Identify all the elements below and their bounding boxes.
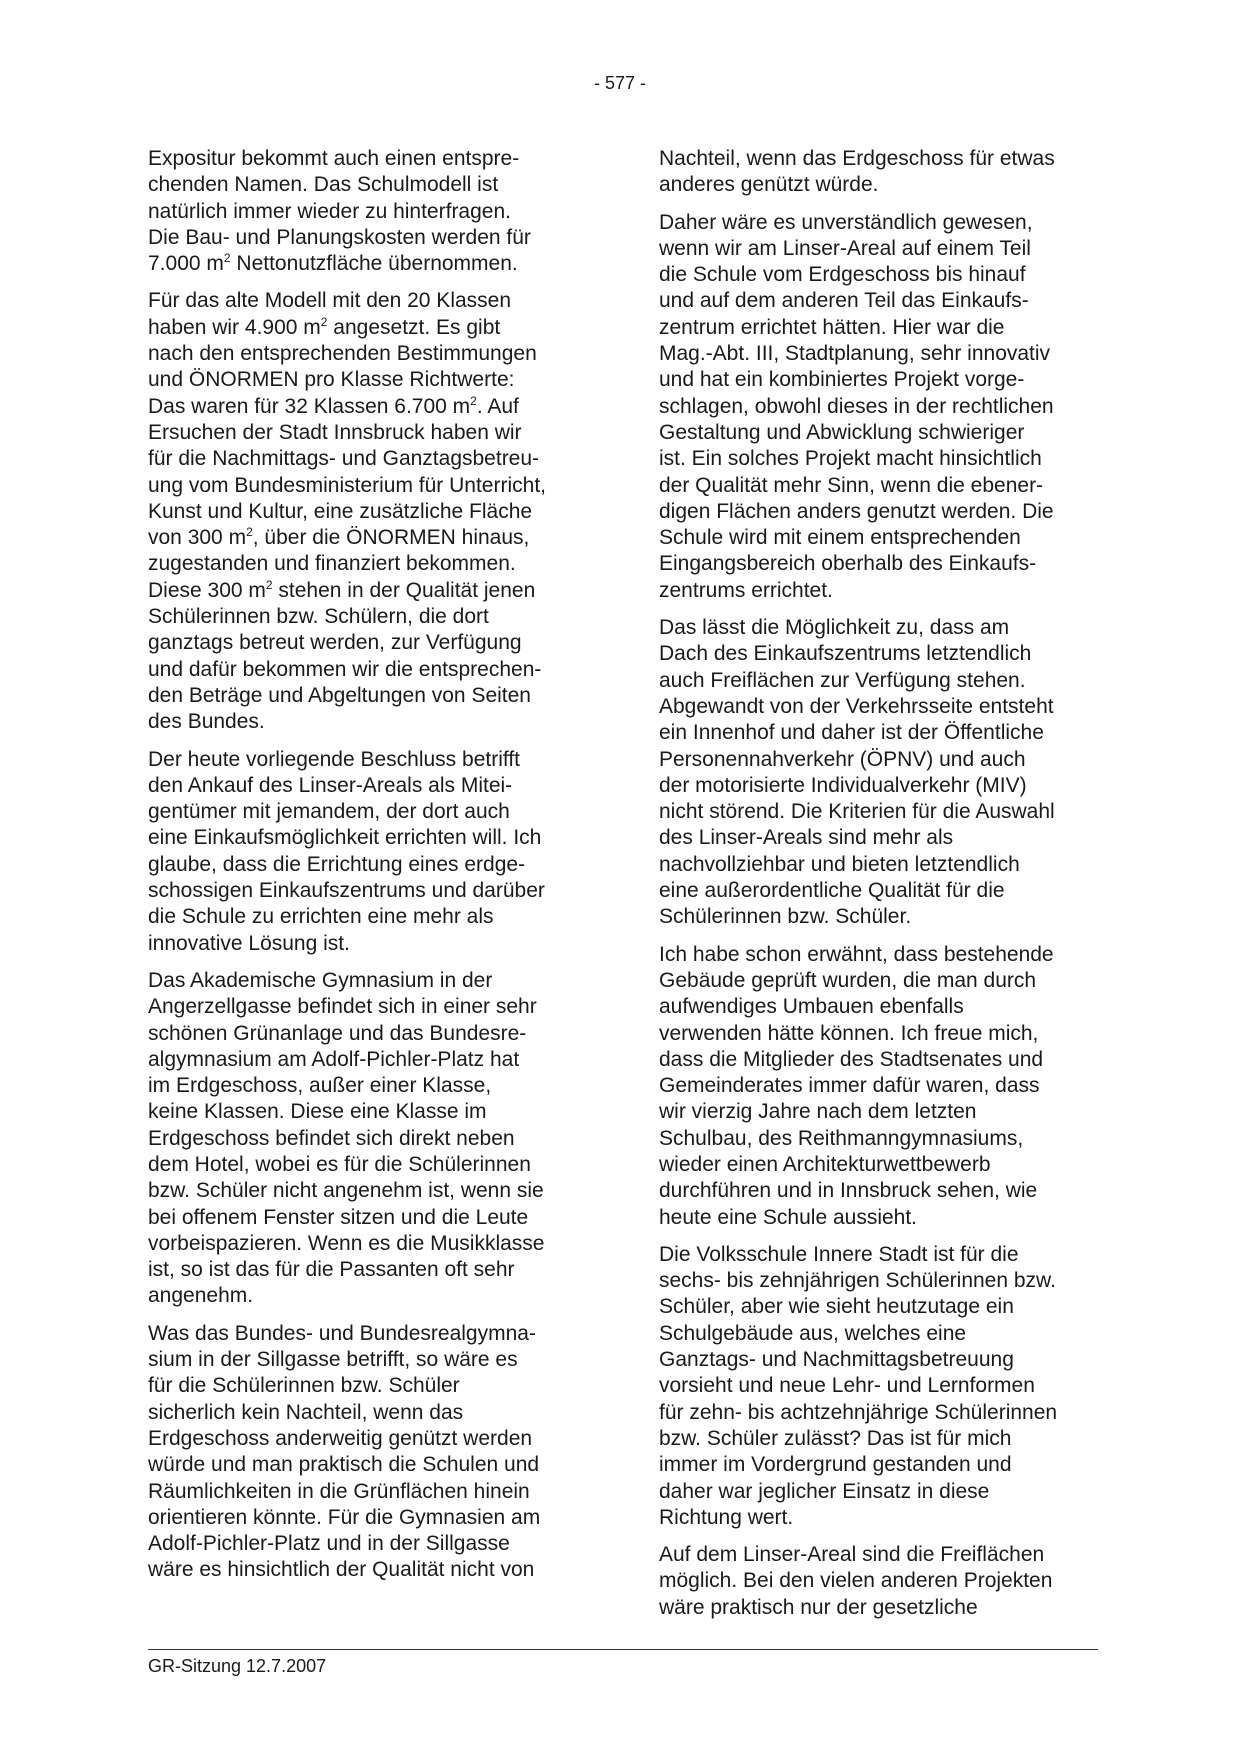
- text-run: den Ankauf des Linser-Areals als Mitei-: [148, 773, 513, 797]
- text-run: der motorisierte Individualverkehr (MIV): [659, 773, 1027, 797]
- text-run: Räumlichkeiten in die Grünflächen hinein: [148, 1479, 530, 1503]
- left-column: [148, 146, 598, 1595]
- text-line: [659, 288, 1104, 314]
- text-run: stehen in der Qualität jenen: [272, 578, 536, 602]
- text-line: [659, 1205, 1104, 1231]
- text-line: [148, 420, 598, 446]
- text-line: [659, 578, 1104, 604]
- text-line: [148, 1073, 598, 1099]
- text-line: [148, 825, 598, 851]
- text-run: anderes genützt würde.: [659, 173, 879, 197]
- text-line: [148, 904, 598, 930]
- text-run: Die Volksschule Innere Stadt ist für die: [659, 1242, 1019, 1266]
- text-run: Ganztags- und Nachmittagsbetreuung: [659, 1348, 1014, 1372]
- text-run: von 300 m: [148, 526, 247, 550]
- text-run: Eingangsbereich oberhalb des Einkaufs-: [659, 552, 1037, 576]
- text-run: Ich habe schon erwähnt, dass bestehende: [659, 942, 1054, 966]
- text-run: wir vierzig Jahre nach dem letzten: [659, 1100, 977, 1124]
- text-line: [148, 1479, 598, 1505]
- text-line: [148, 799, 598, 825]
- text-run: Erdgeschoss anderweitig genützt werden: [148, 1426, 533, 1450]
- superscript: 2: [320, 314, 328, 329]
- text-line: [148, 1047, 598, 1073]
- text-run: Personennahverkehr (ÖPNV) und auch: [659, 747, 1026, 771]
- text-line: [659, 1400, 1104, 1426]
- text-run: im Erdgeschoss, außer einer Klasse,: [148, 1074, 492, 1098]
- text-line: [659, 262, 1104, 288]
- text-line: [148, 1452, 598, 1478]
- text-line: [659, 146, 1104, 172]
- paragraph: [148, 146, 598, 277]
- text-line: [148, 1283, 598, 1309]
- text-run: für zehn- bis achtzehnjährige Schülerinnen: [659, 1400, 1058, 1424]
- text-line: [659, 747, 1104, 773]
- text-run: zentrum errichtet hätten. Hier war die: [659, 315, 1005, 339]
- text-line: [148, 1373, 598, 1399]
- text-line: [148, 1231, 598, 1257]
- text-run: . Auf: [476, 394, 519, 418]
- text-run: Für das alte Modell mit den 20 Klassen: [148, 289, 512, 313]
- text-run: ein Innenhof und daher ist der Öffentliche: [659, 721, 1044, 745]
- text-run: sechs- bis zehnjährigen Schülerinnen bzw.: [659, 1269, 1056, 1293]
- text-run: die Schule vom Erdgeschoss bis hinauf: [659, 263, 1026, 287]
- text-run: Diese 300 m: [148, 578, 266, 602]
- text-run: Kunst und Kultur, eine zusätzliche Fläche: [148, 499, 533, 523]
- text-line: [148, 525, 598, 551]
- paragraph: [148, 968, 598, 1310]
- paragraph: [148, 747, 598, 957]
- superscript: 2: [246, 525, 253, 540]
- text-run: den Beträge und Abgeltungen von Seiten: [148, 683, 531, 707]
- text-line: [148, 499, 598, 525]
- text-line: [148, 1126, 598, 1152]
- text-line: [659, 720, 1104, 746]
- text-run: bei offenem Fenster sitzen und die Leute: [148, 1205, 529, 1229]
- text-run: Was das Bundes- und Bundesrealgymna-: [148, 1321, 536, 1345]
- text-run: nicht störend. Die Kriterien für die Auswahl: [659, 800, 1055, 824]
- text-run: Gestaltung und Abwicklung schwieriger: [659, 420, 1025, 444]
- text-line: [148, 1347, 598, 1373]
- text-run: algymnasium am Adolf-Pichler-Platz hat: [148, 1047, 520, 1071]
- text-run: der Qualität mehr Sinn, wenn die ebener-: [659, 473, 1044, 497]
- text-line: [659, 1073, 1104, 1099]
- text-line: [659, 1505, 1104, 1531]
- text-line: [659, 994, 1104, 1020]
- text-line: [659, 942, 1104, 968]
- text-run: eine Einkaufsmöglichkeit errichten will. Ich: [148, 826, 542, 850]
- text-line: [659, 799, 1104, 825]
- text-run: digen Flächen anders genutzt werden. Die: [659, 499, 1054, 523]
- text-run: und auf dem anderen Teil das Einkaufs-: [659, 289, 1029, 313]
- text-line: [148, 578, 598, 604]
- text-line: [659, 1452, 1104, 1478]
- text-line: [148, 747, 598, 773]
- text-line: [659, 1047, 1104, 1073]
- text-run: immer im Vordergrund gestanden und: [659, 1453, 1012, 1477]
- superscript: 2: [265, 577, 273, 592]
- text-run: auch Freiflächen zur Verfügung stehen.: [659, 668, 1026, 692]
- text-run: für die Schülerinnen bzw. Schüler: [148, 1374, 460, 1398]
- text-run: Dach des Einkaufszentrums letztendlich: [659, 642, 1032, 666]
- paragraph: [659, 615, 1104, 931]
- text-run: und dafür bekommen wir die entsprechen-: [148, 657, 542, 681]
- paragraph: [659, 146, 1104, 199]
- text-run: Auf dem Linser-Areal sind die Freiflächen: [659, 1543, 1045, 1567]
- paragraph: [148, 288, 598, 735]
- text-line: [659, 1268, 1104, 1294]
- text-run: des Bundes.: [148, 710, 265, 734]
- text-line: [148, 1505, 598, 1531]
- text-line: [659, 1542, 1104, 1568]
- paragraph: [659, 1542, 1104, 1621]
- text-line: [659, 641, 1104, 667]
- text-line: [659, 1294, 1104, 1320]
- text-line: [148, 1099, 598, 1125]
- text-line: [148, 878, 598, 904]
- text-line: [659, 236, 1104, 262]
- text-line: [659, 446, 1104, 472]
- text-line: [148, 446, 598, 472]
- text-line: [659, 878, 1104, 904]
- text-run: vorsieht und neue Lehr- und Lernformen: [659, 1374, 1035, 1398]
- text-line: [659, 968, 1104, 994]
- text-line: [659, 904, 1104, 930]
- text-run: heute eine Schule aussieht.: [659, 1205, 918, 1229]
- text-line: [659, 1021, 1104, 1047]
- text-run: schossigen Einkaufszentrums und darüber: [148, 879, 545, 903]
- text-run: ung vom Bundesministerium für Unterricht,: [148, 473, 546, 497]
- text-run: dem Hotel, wobei es für die Schülerinnen: [148, 1152, 531, 1176]
- text-run: Die Bau- und Planungskosten werden für: [148, 225, 531, 249]
- footer-divider: [148, 1649, 1098, 1650]
- text-line: [148, 1152, 598, 1178]
- text-line: [148, 1321, 598, 1347]
- text-run: die Schule zu errichten eine mehr als: [148, 905, 494, 929]
- text-line: [148, 1426, 598, 1452]
- text-run: Schülerinnen bzw. Schülern, die dort: [148, 605, 489, 629]
- text-line: [148, 1400, 598, 1426]
- text-line: [148, 551, 598, 577]
- text-run: Richtung wert.: [659, 1505, 794, 1529]
- text-run: schlagen, obwohl dieses in der rechtlichen: [659, 394, 1054, 418]
- text-run: des Linser-Areals sind mehr als: [659, 826, 954, 850]
- page-number: - 577 -: [593, 73, 647, 93]
- text-run: Das lässt die Möglichkeit zu, dass am: [659, 616, 1010, 640]
- text-run: gentümer mit jemandem, der dort auch: [148, 800, 510, 824]
- text-line: [148, 1021, 598, 1047]
- text-line: [148, 1557, 598, 1583]
- text-line: [659, 473, 1104, 499]
- text-run: zugestanden und finanziert bekommen.: [148, 552, 516, 576]
- text-run: glaube, dass die Errichtung eines erdge-: [148, 852, 526, 876]
- text-line: [659, 499, 1104, 525]
- text-run: keine Klassen. Diese eine Klasse im: [148, 1100, 487, 1124]
- text-line: [659, 1178, 1104, 1204]
- text-line: [659, 1426, 1104, 1452]
- text-run: Gebäude geprüft wurden, die man durch: [659, 968, 1037, 992]
- text-run: Ersuchen der Stadt Innsbruck haben wir: [148, 420, 522, 444]
- superscript: 2: [223, 251, 231, 266]
- text-line: [659, 615, 1104, 641]
- text-line: [659, 1126, 1104, 1152]
- text-line: [659, 525, 1104, 551]
- text-run: Der heute vorliegende Beschluss betrifft: [148, 747, 520, 771]
- text-run: wäre es hinsichtlich der Qualität nicht von: [148, 1558, 535, 1582]
- text-line: [659, 694, 1104, 720]
- text-line: [148, 1178, 598, 1204]
- text-run: orientieren könnte. Für die Gymnasien am: [148, 1505, 541, 1529]
- text-line: [148, 199, 598, 225]
- text-line: [148, 341, 598, 367]
- text-line: [659, 1242, 1104, 1268]
- text-line: [148, 1205, 598, 1231]
- text-line: [659, 1479, 1104, 1505]
- text-line: [659, 315, 1104, 341]
- text-run: Mag.-Abt. III, Stadtplanung, sehr innovativ: [659, 342, 1051, 366]
- text-run: durchführen und in Innsbruck sehen, wie: [659, 1179, 1038, 1203]
- text-run: Angerzellgasse befindet sich in einer sehr: [148, 995, 537, 1019]
- text-run: sicherlich kein Nachteil, wenn das: [148, 1400, 464, 1424]
- text-line: [148, 657, 598, 683]
- text-line: [148, 251, 598, 277]
- text-run: Schule wird mit einem entsprechenden: [659, 526, 1021, 550]
- text-line: [659, 1373, 1104, 1399]
- text-line: [659, 172, 1104, 198]
- text-run: haben wir 4.900 m: [148, 315, 321, 339]
- text-line: [659, 551, 1104, 577]
- text-line: [148, 367, 598, 393]
- text-run: möglich. Bei den vielen anderen Projekten: [659, 1569, 1053, 1593]
- text-line: [659, 773, 1104, 799]
- text-run: nachvollziehbar und bieten letztendlich: [659, 852, 1020, 876]
- text-line: [148, 1531, 598, 1557]
- text-run: wenn wir am Linser-Areal auf einem Teil: [659, 236, 1031, 260]
- text-line: [148, 709, 598, 735]
- text-line: [659, 1152, 1104, 1178]
- text-run: und ÖNORMEN pro Klasse Richtwerte:: [148, 368, 515, 392]
- text-line: [659, 1099, 1104, 1125]
- text-line: [659, 341, 1104, 367]
- text-line: [148, 773, 598, 799]
- text-run: und hat ein kombiniertes Projekt vorge-: [659, 368, 1025, 392]
- text-line: [659, 1568, 1104, 1594]
- paragraph: [659, 1242, 1104, 1531]
- text-line: [148, 225, 598, 251]
- text-run: Nachteil, wenn das Erdgeschoss für etwas: [659, 147, 1055, 170]
- text-run: natürlich immer wieder zu hinterfragen.: [148, 199, 511, 223]
- text-run: würde und man praktisch die Schulen und: [148, 1453, 540, 1477]
- text-run: ist, so ist das für die Passanten oft sehr: [148, 1258, 515, 1282]
- text-line: [148, 683, 598, 709]
- text-run: Gemeinderates immer dafür waren, dass: [659, 1074, 1040, 1098]
- text-line: [659, 1321, 1104, 1347]
- text-line: [148, 172, 598, 198]
- footer-session-date: GR-Sitzung 12.7.2007: [148, 1656, 327, 1676]
- text-run: 7.000 m: [148, 252, 224, 276]
- text-line: [659, 668, 1104, 694]
- text-line: [148, 146, 598, 172]
- text-line: [148, 852, 598, 878]
- text-run: Abgewandt von der Verkehrsseite entsteht: [659, 694, 1054, 718]
- text-line: [148, 394, 598, 420]
- text-run: schönen Grünanlage und das Bundesre-: [148, 1021, 527, 1045]
- text-line: [148, 630, 598, 656]
- text-run: für die Nachmittags- und Ganztagsbetreu-: [148, 447, 540, 471]
- text-line: [659, 420, 1104, 446]
- text-run: verwenden hätte können. Ich freue mich,: [659, 1021, 1039, 1045]
- text-run: ganztags betreut werden, zur Verfügung: [148, 631, 522, 655]
- superscript: 2: [470, 393, 477, 408]
- text-run: Expositur bekommt auch einen entspre-: [148, 147, 520, 170]
- text-run: Adolf-Pichler-Platz und in der Sillgasse: [148, 1532, 510, 1556]
- text-line: [148, 473, 598, 499]
- text-run: aufwendiges Umbauen ebenfalls: [659, 995, 964, 1019]
- text-run: vorbeispazieren. Wenn es die Musikklasse: [148, 1231, 545, 1255]
- text-line: [148, 604, 598, 630]
- text-run: innovative Lösung ist.: [148, 931, 350, 955]
- text-run: daher war jeglicher Einsatz in diese: [659, 1479, 990, 1503]
- right-column: [659, 146, 1104, 1632]
- text-line: [659, 1347, 1104, 1373]
- text-run: Schülerinnen bzw. Schüler.: [659, 905, 912, 929]
- text-line: [148, 288, 598, 314]
- text-run: Das Akademische Gymnasium in der: [148, 968, 493, 992]
- text-run: angesetzt. Es gibt: [327, 315, 501, 339]
- text-run: , über die ÖNORMEN hinaus,: [252, 526, 530, 550]
- text-run: zentrums errichtet.: [659, 578, 833, 602]
- text-line: [659, 852, 1104, 878]
- text-line: [148, 968, 598, 994]
- text-run: bzw. Schüler zulässt? Das ist für mich: [659, 1426, 1012, 1450]
- text-run: dass die Mitglieder des Stadtsenates und: [659, 1047, 1044, 1071]
- text-run: ist. Ein solches Projekt macht hinsichtlich: [659, 447, 1042, 471]
- text-run: Daher wäre es unverständlich gewesen,: [659, 210, 1033, 234]
- text-run: Schüler, aber wie sieht heutzutage ein: [659, 1295, 1014, 1319]
- text-run: chenden Namen. Das Schulmodell ist: [148, 173, 499, 197]
- text-line: [148, 1257, 598, 1283]
- text-line: [148, 931, 598, 957]
- text-line: [148, 994, 598, 1020]
- text-run: Nettonutzfläche übernommen.: [230, 252, 518, 276]
- text-run: Schulbau, des Reithmanngymnasiums,: [659, 1126, 1024, 1150]
- text-line: [659, 367, 1104, 393]
- text-line: [659, 394, 1104, 420]
- text-run: nach den entsprechenden Bestimmungen: [148, 342, 537, 366]
- text-run: wäre praktisch nur der gesetzliche: [659, 1595, 978, 1619]
- text-line: [148, 315, 598, 341]
- text-run: Das waren für 32 Klassen 6.700 m: [148, 394, 471, 418]
- text-line: [659, 210, 1104, 236]
- text-run: angenehm.: [148, 1284, 254, 1308]
- text-run: eine außerordentliche Qualität für die: [659, 879, 1005, 903]
- paragraph: [659, 942, 1104, 1231]
- paragraph: [148, 1321, 598, 1584]
- text-run: Erdgeschoss befindet sich direkt neben: [148, 1126, 515, 1150]
- text-run: wieder einen Architekturwettbewerb: [659, 1152, 991, 1176]
- text-line: [659, 825, 1104, 851]
- paragraph: [659, 210, 1104, 604]
- text-run: Schulgebäude aus, welches eine: [659, 1321, 967, 1345]
- text-line: [659, 1595, 1104, 1621]
- text-run: bzw. Schüler nicht angenehm ist, wenn sie: [148, 1179, 544, 1203]
- text-run: sium in der Sillgasse betrifft, so wäre es: [148, 1348, 518, 1372]
